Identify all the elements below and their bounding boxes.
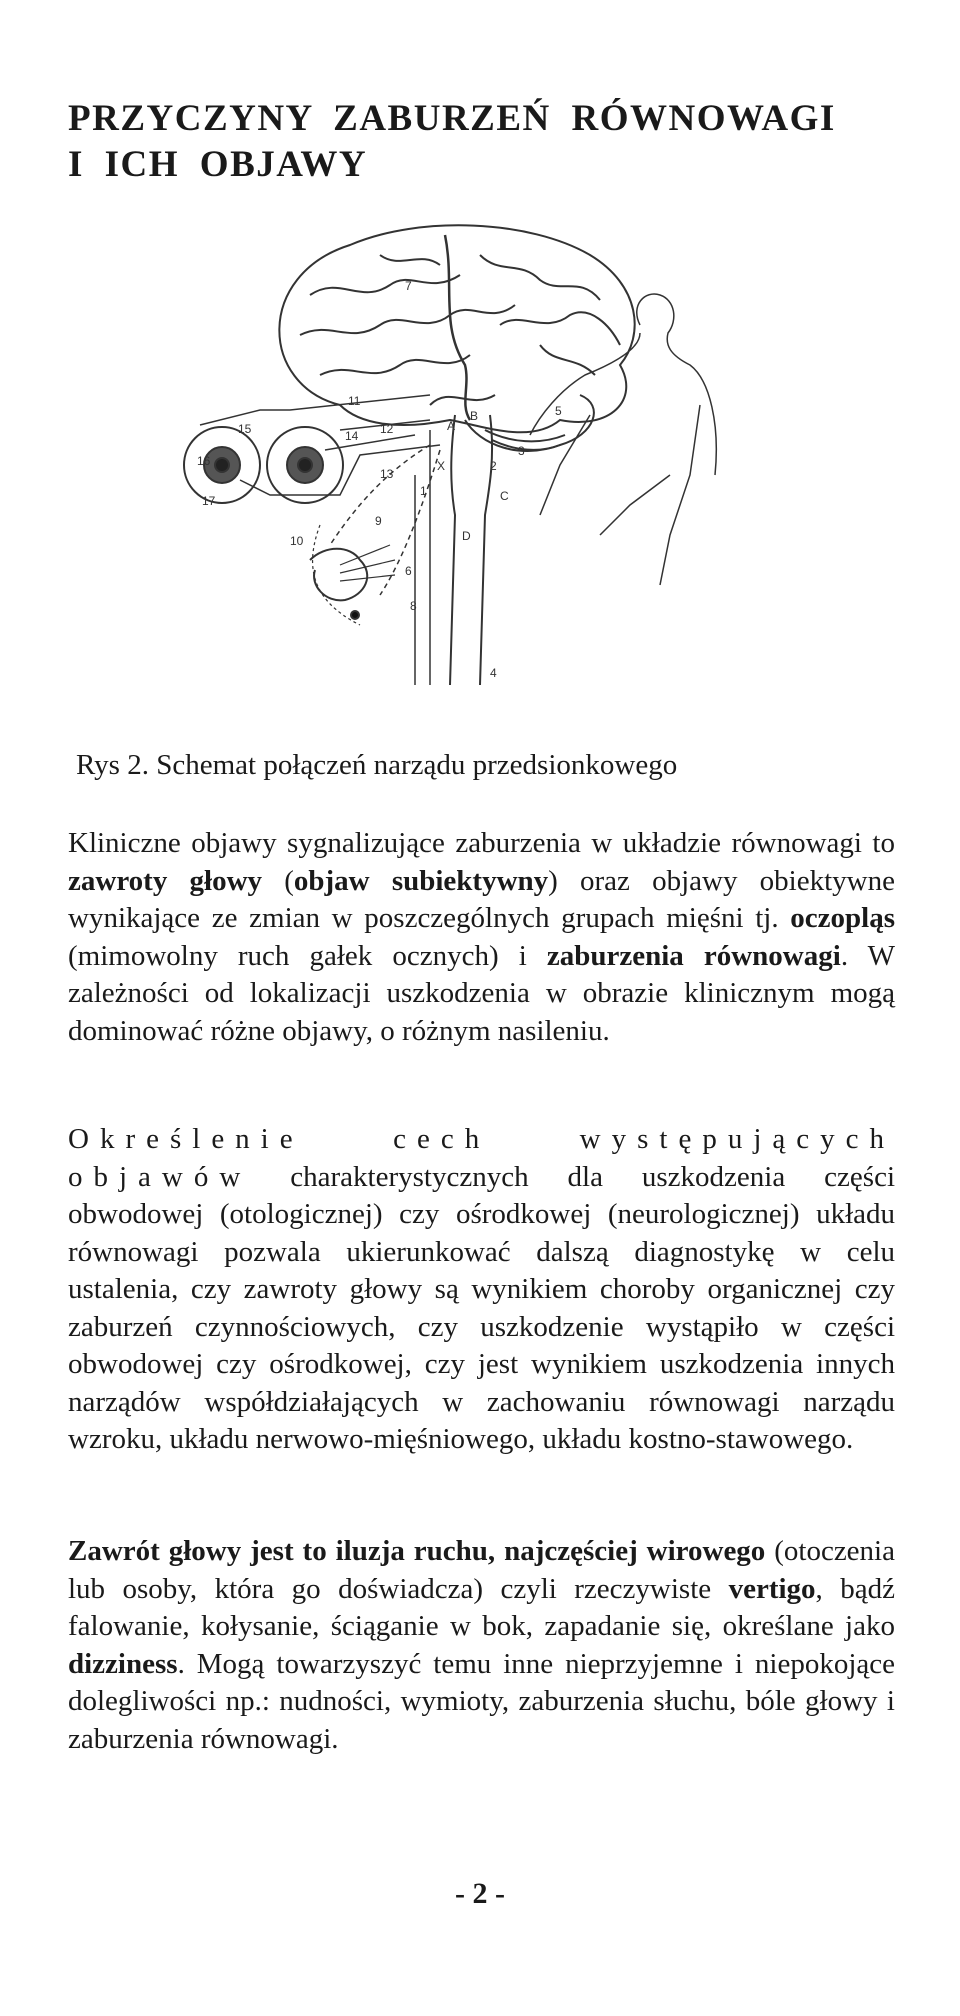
term-oczoplas: oczopląs (790, 902, 895, 934)
label-A: A (447, 419, 456, 433)
paragraph-diagnostics: Określenie cech występujących objawów charakterystycznych dla uszkodzenia części obwodowej (otologicznej) czy ośrodkowej (neurologicznej) układu równowagi pozwala ukierunkować dalszą diagnostykę w celu ustalenia, czy zawroty głowy są wynikiem choroby organicznej czy zaburzeń czynnościowych, czy uszkodzenie wystąpiło w części obwodowej czy ośrodkowej, czy jest wynikiem uszkodzenia innych narządów współdziałających w zachowaniu równowagi narządu wzroku, układu nerwowo-mięśniowego, układu kostno-stawowego. (68, 1123, 895, 1455)
paragraph-vertigo: Zawrót głowy jest to iluzja ruchu, najczęściej wirowego (otoczenia lub osoby, która go doświadcza) czyli rzeczywiste vertigo, bądź falowanie, kołysanie, ściąganie w bok, zapadanie się, określane jako dizziness. Mogą towarzyszyć temu inne nieprzyjemne i niepokojące dolegliwości np.: nudności, wymioty, zaburzenia słuchu, bóle głowy i zaburzenia równowagi. (68, 1535, 895, 1755)
inner-ear (310, 549, 367, 601)
label-13: 13 (380, 467, 394, 481)
label-3: 3 (518, 444, 525, 458)
label-4: 4 (490, 666, 497, 680)
label-14: 14 (345, 429, 359, 443)
label-9: 9 (375, 514, 382, 528)
label-5: 5 (555, 404, 562, 418)
spaced-lead: Określenie cech występujących objawów (68, 1123, 895, 1193)
label-2: 2 (490, 459, 497, 473)
label-10: 10 (290, 534, 304, 548)
title-line-1: PRZYCZYNY ZABURZEŃ RÓWNOWAGI (68, 98, 836, 139)
label-B: B (470, 409, 479, 423)
page-number: - 2 - (455, 1877, 505, 1910)
human-figure (530, 294, 716, 585)
label-X: X (437, 459, 446, 473)
label-1: 1 (420, 484, 427, 498)
cerebellum (465, 395, 594, 451)
brain-outline (279, 225, 634, 432)
label-6: 6 (405, 564, 412, 578)
term-vertigo: vertigo (728, 1572, 816, 1605)
title-line-2: I ICH OBJAWY (68, 144, 368, 185)
label-15: 15 (238, 422, 252, 436)
label-12: 12 (380, 422, 394, 436)
figure-caption: Rys 2. Schemat połączeń narządu przedsionkowego (76, 749, 678, 781)
label-7: 7 (405, 279, 412, 293)
term-objaw-subiektywny: objaw subiektywny (293, 864, 549, 897)
term-zaburzenia-rownowagi: zaburzenia równowagi (546, 939, 841, 972)
paragraph-symptoms: Kliniczne objawy sygnalizujące zaburzenia w układzie równowagi to zawroty głowy (objaw subiektywny) oraz objawy obiektywne wynikające ze zmian w poszczególnych grupach mięśni tj. oczopląs (mimowolny ruch gałek ocznych) i zaburzenia równowagi. W zależności od lokalizacji uszkodzenia w obrazie klinicznym mogą dominować różne objawy, o różnym nasileniu. (68, 827, 895, 1047)
label-16: 16 (197, 454, 211, 468)
brainstem (450, 415, 492, 685)
page-title (68, 96, 908, 188)
term-dizziness: dizziness (68, 1647, 178, 1680)
label-17: 17 (202, 494, 216, 508)
label-8: 8 (410, 599, 417, 613)
label-C: C (500, 489, 509, 503)
vertigo-definition: Zawrót głowy jest to iluzja ruchu, najczęściej wirowego (68, 1535, 766, 1567)
vestibular-pathways-diagram (197, 215, 730, 690)
label-11: 11 (348, 394, 361, 408)
term-zawroty-glowy: zawroty głowy (68, 864, 263, 897)
label-D: D (462, 529, 471, 543)
